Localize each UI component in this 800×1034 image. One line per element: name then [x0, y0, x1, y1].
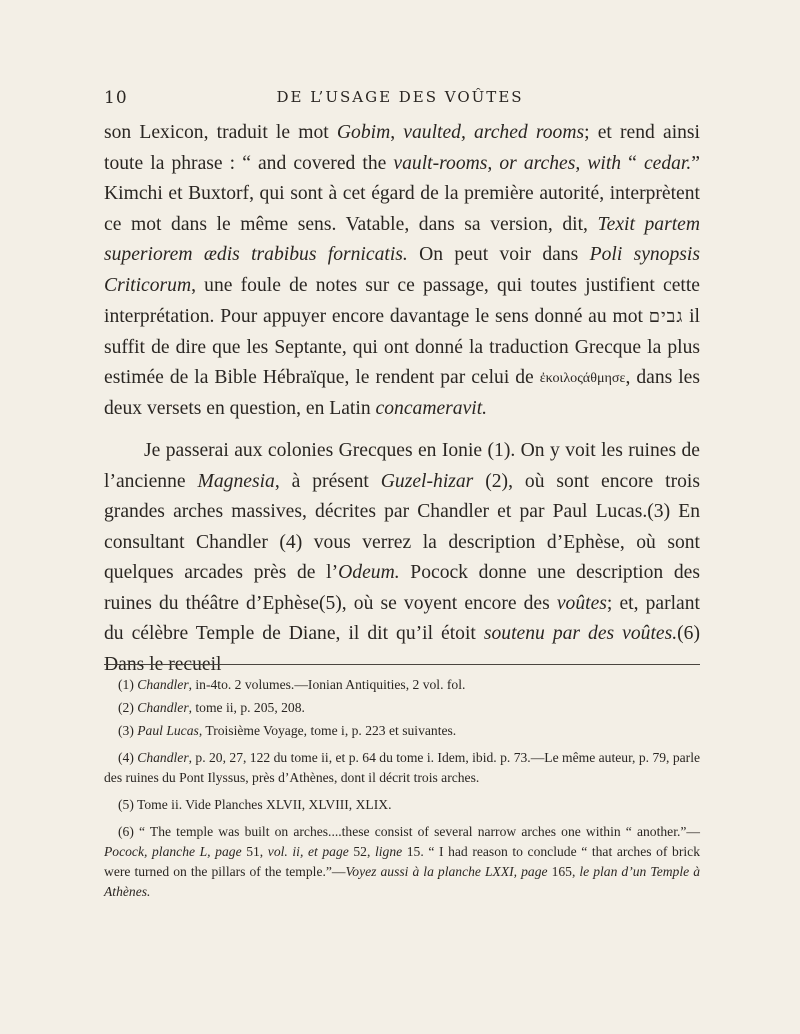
footnote-4: (4) Chandler, p. 20, 27, 122 du tome ii, et p. 64 du tome i. Idem, ibid. p. 73.—Le même auteur, p. 79, parle des ruines du Pont Ilyssus, près d’Athènes, dont il décrit trois arches. [104, 750, 701, 785]
footnote-2: (2) Chandler, tome ii, p. 205, 208. [118, 700, 305, 715]
footnotes [104, 675, 700, 909]
greek-word: ἐκοιλοςάθμησε [539, 370, 626, 386]
footnote-5: (5) Tome ii. Vide Planches XLVII, XLVIII, XLIX. [118, 797, 392, 812]
main-text [104, 118, 700, 680]
footnote-rule [104, 664, 700, 665]
footnote-1: (1) Chandler, in-4to. 2 volumes.—Ionian Antiquities, 2 vol. fol. [118, 677, 466, 692]
paragraph-ionie: Je passerai aux colonies Grecques en Ionie (1). On y voit les ruines de l’ancienne Magnesia, à présent Guzel-hizar (2), où sont encore trois grandes arches massives, décrites par Chandler et par Paul Lucas.(3) En consultant Chandler (4) vous verrez la description d’Ephèse, où sont quelques arcades près de l’Odeum. Pocock donne une description des ruines du théâtre d’Ephèse(5), où se voyent encore des voûtes; et, parlant du célèbre Temple de Diane, il dit qu’il étoit soutenu par des voûtes.(6) Dans le recueil [104, 440, 700, 675]
running-head [0, 88, 800, 118]
paragraph-continued: son Lexicon, traduit le mot Gobim, vaulted, arched rooms; et rend ainsi toute la phrase : “ and covered the vault-rooms, or arches, with “ cedar.” Kimchi et Buxtorf, qui sont à cet égard de la première autorité, interprètent ce mot dans le même sens. Vatable, dans sa version, dit, Texit partem superiorem ædis trabibus fornicatis. On peut voir dans Poli synopsis Criticorum, une foule de notes sur ce passage, qui toutes justifient cette interprétation. Pour appuyer encore davantage le sens donné au mot גבים il suffit de dire que les Septante, qui ont donné la traduction Grecque la plus estimée de la Bible Hébraïque, le rendent par celui de ἐκοιλοςάθμησε, dans les deux versets en question, en Latin concameravit. [104, 122, 701, 419]
page-number: 10 [104, 88, 128, 108]
hebrew-word: גבים [648, 306, 684, 326]
footnote-6: (6) “ The temple was built on arches....these consist of several narrow arches one within “ another.”—Pocock, planche L, page 51, vol. ii, et page 52, ligne 15. “ I had reason to conclude “ that arches of brick were turned on the pillars of the temple.”—Voyez aussi à la planche LXXI, page 165, le plan d’un Temple à Athènes. [104, 824, 700, 899]
running-title: DE L’USAGE DES VOÛTES [276, 88, 524, 106]
footnote-3: (3) Paul Lucas, Troisième Voyage, tome i, p. 223 et suivantes. [118, 723, 457, 738]
